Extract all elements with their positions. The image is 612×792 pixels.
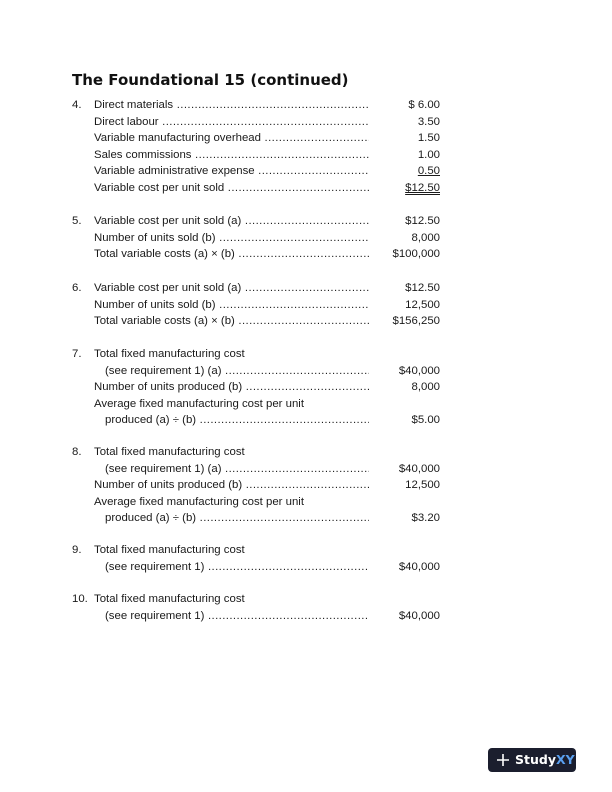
row-value: 0.50	[417, 165, 440, 178]
row-value: $5.00	[411, 414, 440, 427]
item-row	[72, 230, 452, 247]
item-number: 8.	[72, 446, 82, 458]
item-row	[72, 163, 452, 180]
item-9	[72, 542, 452, 575]
item-8	[72, 444, 452, 527]
item-row	[72, 280, 452, 297]
item-row	[72, 559, 452, 576]
item-row	[72, 412, 452, 429]
item-5	[72, 213, 452, 263]
item-row	[72, 542, 452, 559]
row-label: Variable administrative expense .....	[94, 163, 369, 180]
row-label: Number of units produced (b) .....	[94, 477, 369, 494]
row-label: Variable manufacturing overhead .....	[94, 130, 369, 147]
row-label: (see requirement 1) (a) .....	[105, 461, 369, 478]
row-label: Number of units produced (b) .....	[94, 379, 369, 396]
item-row	[72, 130, 452, 147]
item-row	[72, 297, 452, 314]
item-row	[72, 114, 452, 131]
row-label: Total fixed manufacturing cost	[94, 446, 245, 458]
item-row	[72, 97, 452, 114]
item-row	[72, 346, 452, 363]
item-row	[72, 396, 452, 413]
brand-name-part2: XY	[555, 752, 575, 767]
row-label: Number of units sold (b) .....	[94, 230, 369, 247]
row-value: $40,000	[398, 364, 440, 377]
row-label: (see requirement 1) .....	[105, 608, 369, 625]
row-value: 3.50	[417, 115, 440, 128]
item-number: 5.	[72, 215, 82, 227]
row-label: (see requirement 1) .....	[105, 559, 369, 576]
plus-icon	[495, 752, 511, 768]
row-value: $12.50	[405, 215, 440, 227]
row-value: $156,250	[392, 315, 440, 328]
item-number: 6.	[72, 282, 82, 294]
item-number: 7.	[72, 348, 82, 360]
row-label: (see requirement 1) (a) .....	[105, 363, 369, 380]
row-label: Total fixed manufacturing cost	[94, 593, 245, 605]
row-value: $40,000	[398, 560, 440, 573]
item-row	[72, 444, 452, 461]
row-label: Sales commissions .....	[94, 147, 369, 164]
row-label: Direct labour .....	[94, 114, 369, 131]
row-value: $12.50	[405, 282, 440, 294]
item-number: 10.	[72, 593, 88, 605]
row-label: Average fixed manufacturing cost per unit	[94, 397, 305, 410]
row-label: Direct materials .....	[94, 97, 369, 114]
item-row	[72, 591, 452, 608]
row-label: Average fixed manufacturing cost per unit	[94, 495, 305, 508]
row-label: Variable cost per unit sold (a) .....	[94, 280, 369, 297]
page-title: The Foundational 15 (continued)	[72, 71, 349, 89]
row-label: Total fixed manufacturing cost	[94, 544, 245, 556]
item-row	[72, 494, 452, 511]
row-label: produced (a) ÷ (b) .....	[105, 510, 369, 527]
item-row	[72, 147, 452, 164]
row-value: 8,000	[411, 381, 440, 394]
brand-name	[515, 752, 575, 768]
row-label: Number of units sold (b) .....	[94, 297, 369, 314]
row-value: $ 6.00	[408, 99, 440, 111]
row-label: produced (a) ÷ (b) .....	[105, 412, 369, 429]
item-row	[72, 608, 452, 625]
item-row	[72, 363, 452, 380]
row-label: Total fixed manufacturing cost	[94, 348, 245, 360]
item-7	[72, 346, 452, 429]
row-label: Total variable costs (a) × (b) .....	[94, 246, 369, 263]
item-row	[72, 510, 452, 527]
item-row	[72, 379, 452, 396]
item-6	[72, 280, 452, 330]
item-4	[72, 97, 452, 197]
studyxy-logo	[488, 748, 576, 772]
item-row	[72, 477, 452, 494]
row-value: $12.50	[405, 181, 440, 194]
row-label: Variable cost per unit sold (a) .....	[94, 213, 369, 230]
item-row	[72, 180, 452, 197]
item-row	[72, 313, 452, 330]
row-value: 12,500	[405, 298, 440, 311]
item-row	[72, 461, 452, 478]
row-value: 1.00	[417, 148, 440, 161]
item-row	[72, 213, 452, 230]
item-row	[72, 246, 452, 263]
row-value: $40,000	[398, 462, 440, 475]
item-number: 4.	[72, 99, 82, 111]
brand-name-part1: Study	[515, 752, 556, 767]
row-label: Total variable costs (a) × (b) .....	[94, 313, 369, 330]
row-value: $40,000	[398, 609, 440, 622]
row-value: $3.20	[411, 512, 440, 525]
row-value: 8,000	[411, 231, 440, 244]
item-10	[72, 591, 452, 624]
row-label: Variable cost per unit sold .....	[94, 180, 369, 197]
row-value: $100,000	[392, 248, 440, 261]
row-value: 1.50	[417, 132, 440, 145]
item-number: 9.	[72, 544, 82, 556]
row-value: 12,500	[405, 479, 440, 492]
